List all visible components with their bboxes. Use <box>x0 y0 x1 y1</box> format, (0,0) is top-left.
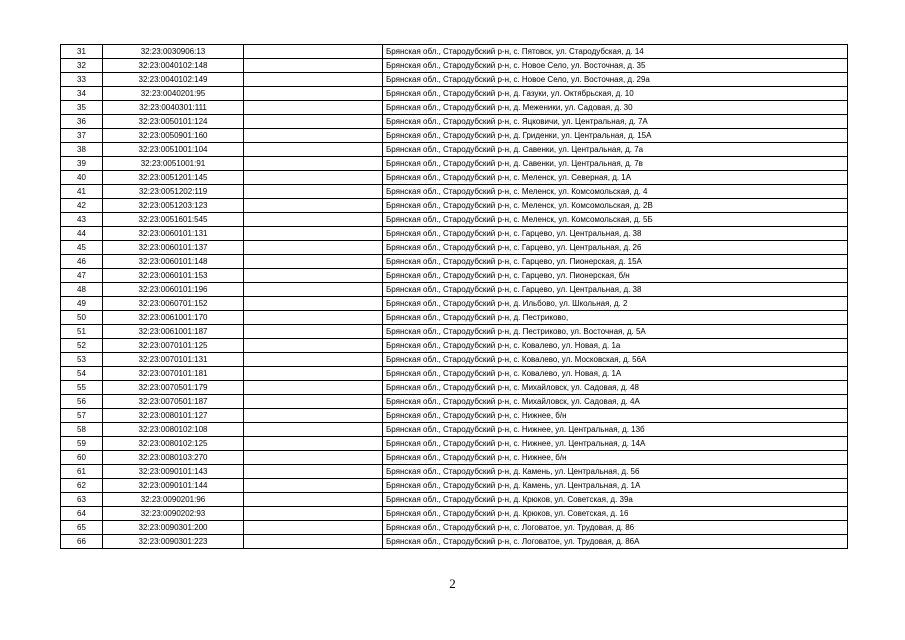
row-number-cell: 35 <box>61 101 103 115</box>
cadastral-number-cell: 32:23:0060101:137 <box>103 241 244 255</box>
empty-cell <box>244 157 383 171</box>
row-number-cell: 33 <box>61 73 103 87</box>
empty-cell <box>244 479 383 493</box>
empty-cell <box>244 73 383 87</box>
address-cell: Брянская обл., Стародубский р-н, с. Яцковичи, ул. Центральная, д. 7А <box>383 115 848 129</box>
table-row <box>61 325 848 339</box>
empty-cell <box>244 185 383 199</box>
cadastral-number-cell: 32:23:0080102:125 <box>103 437 244 451</box>
address-cell: Брянская обл., Стародубский р-н, с. Нижнее, ул. Центральная, д. 13б <box>383 423 848 437</box>
table-row <box>61 521 848 535</box>
table-row <box>61 241 848 255</box>
row-number-cell: 54 <box>61 367 103 381</box>
table-row <box>61 493 848 507</box>
empty-cell <box>244 507 383 521</box>
row-number-cell: 32 <box>61 59 103 73</box>
cadastral-number-cell: 32:23:0030906:13 <box>103 45 244 59</box>
page-number: 2 <box>449 576 456 591</box>
cadastral-number-cell: 32:23:0070101:181 <box>103 367 244 381</box>
cadastral-number-cell: 32:23:0090201:96 <box>103 493 244 507</box>
empty-cell <box>244 423 383 437</box>
row-number-cell: 64 <box>61 507 103 521</box>
address-cell: Брянская обл., Стародубский р-н, д. Камень, ул. Центральная, д. 1А <box>383 479 848 493</box>
row-number-cell: 42 <box>61 199 103 213</box>
address-cell: Брянская обл., Стародубский р-н, д. Меженики, ул. Садовая, д. 30 <box>383 101 848 115</box>
table-row <box>61 227 848 241</box>
address-cell: Брянская обл., Стародубский р-н, с. Михайловск, ул. Садовая, д. 48 <box>383 381 848 395</box>
empty-cell <box>244 367 383 381</box>
empty-cell <box>244 493 383 507</box>
row-number-cell: 65 <box>61 521 103 535</box>
table-row <box>61 381 848 395</box>
empty-cell <box>244 451 383 465</box>
cadastral-number-cell: 32:23:0051201:145 <box>103 171 244 185</box>
table-row <box>61 409 848 423</box>
cadastral-number-cell: 32:23:0070101:125 <box>103 339 244 353</box>
row-number-cell: 38 <box>61 143 103 157</box>
table-row <box>61 367 848 381</box>
address-cell: Брянская обл., Стародубский р-н, д. Пестриково, <box>383 311 848 325</box>
empty-cell <box>244 59 383 73</box>
address-cell: Брянская обл., Стародубский р-н, с. Нижнее, б/н <box>383 409 848 423</box>
address-cell: Брянская обл., Стародубский р-н, с. Ковалево, ул. Московская, д. 56А <box>383 353 848 367</box>
address-cell: Брянская обл., Стародубский р-н, д. Крюков, ул. Советская, д. 39а <box>383 493 848 507</box>
empty-cell <box>244 311 383 325</box>
address-cell: Брянская обл., Стародубский р-н, д. Савенки, ул. Центральная, д. 7в <box>383 157 848 171</box>
address-cell: Брянская обл., Стародубский р-н, д. Ильбово, ул. Школьная, д. 2 <box>383 297 848 311</box>
row-number-cell: 34 <box>61 87 103 101</box>
row-number-cell: 59 <box>61 437 103 451</box>
table-row <box>61 479 848 493</box>
row-number-cell: 55 <box>61 381 103 395</box>
address-cell: Брянская обл., Стародубский р-н, с. Меленск, ул. Комсомольская, д. 4 <box>383 185 848 199</box>
empty-cell <box>244 521 383 535</box>
row-number-cell: 43 <box>61 213 103 227</box>
cadastral-number-cell: 32:23:0080101:127 <box>103 409 244 423</box>
table-row <box>61 171 848 185</box>
table-row <box>61 465 848 479</box>
empty-cell <box>244 87 383 101</box>
table-row <box>61 423 848 437</box>
address-cell: Брянская обл., Стародубский р-н, с. Нижнее, б/н <box>383 451 848 465</box>
empty-cell <box>244 409 383 423</box>
property-table-body <box>61 45 848 549</box>
cadastral-number-cell: 32:23:0050101:124 <box>103 115 244 129</box>
empty-cell <box>244 283 383 297</box>
empty-cell <box>244 535 383 549</box>
table-row <box>61 395 848 409</box>
empty-cell <box>244 213 383 227</box>
address-cell: Брянская обл., Стародубский р-н, с. Логоватое, ул. Трудовая, д. 86А <box>383 535 848 549</box>
table-row <box>61 129 848 143</box>
cadastral-number-cell: 32:23:0070501:179 <box>103 381 244 395</box>
row-number-cell: 36 <box>61 115 103 129</box>
empty-cell <box>244 143 383 157</box>
row-number-cell: 49 <box>61 297 103 311</box>
table-row <box>61 87 848 101</box>
empty-cell <box>244 353 383 367</box>
row-number-cell: 41 <box>61 185 103 199</box>
cadastral-number-cell: 32:23:0060101:148 <box>103 255 244 269</box>
empty-cell <box>244 101 383 115</box>
cadastral-number-cell: 32:23:0061001:187 <box>103 325 244 339</box>
row-number-cell: 57 <box>61 409 103 423</box>
address-cell: Брянская обл., Стародубский р-н, с. Гарцево, ул. Пионерская, б/н <box>383 269 848 283</box>
address-cell: Брянская обл., Стародубский р-н, с. Гарцево, ул. Центральная, д. 26 <box>383 241 848 255</box>
address-cell: Брянская обл., Стародубский р-н, д. Савенки, ул. Центральная, д. 7а <box>383 143 848 157</box>
address-cell: Брянская обл., Стародубский р-н, с. Новое Село, ул. Восточная, д. 29а <box>383 73 848 87</box>
cadastral-number-cell: 32:23:0061001:170 <box>103 311 244 325</box>
address-cell: Брянская обл., Стародубский р-н, с. Новое Село, ул. Восточная, д. 35 <box>383 59 848 73</box>
row-number-cell: 62 <box>61 479 103 493</box>
cadastral-number-cell: 32:23:0040102:149 <box>103 73 244 87</box>
table-row <box>61 157 848 171</box>
table-row <box>61 339 848 353</box>
empty-cell <box>244 297 383 311</box>
cadastral-number-cell: 32:23:0060101:153 <box>103 269 244 283</box>
cadastral-number-cell: 32:23:0051203:123 <box>103 199 244 213</box>
address-cell: Брянская обл., Стародубский р-н, с. Михайловск, ул. Садовая, д. 4А <box>383 395 848 409</box>
row-number-cell: 51 <box>61 325 103 339</box>
table-row <box>61 115 848 129</box>
cadastral-number-cell: 32:23:0040201:95 <box>103 87 244 101</box>
address-cell: Брянская обл., Стародубский р-н, с. Ковалево, ул. Новая, д. 1а <box>383 339 848 353</box>
cadastral-number-cell: 32:23:0051001:104 <box>103 143 244 157</box>
row-number-cell: 58 <box>61 423 103 437</box>
table-row <box>61 213 848 227</box>
row-number-cell: 37 <box>61 129 103 143</box>
cadastral-number-cell: 32:23:0090301:223 <box>103 535 244 549</box>
address-cell: Брянская обл., Стародубский р-н, д. Газуки, ул. Октябрьская, д. 10 <box>383 87 848 101</box>
property-table <box>60 44 848 549</box>
address-cell: Брянская обл., Стародубский р-н, с. Гарцево, ул. Центральная, д. 38 <box>383 283 848 297</box>
empty-cell <box>244 339 383 353</box>
address-cell: Брянская обл., Стародубский р-н, с. Гарцево, ул. Пионерская, д. 15А <box>383 255 848 269</box>
table-row <box>61 311 848 325</box>
cadastral-number-cell: 32:23:0060101:131 <box>103 227 244 241</box>
empty-cell <box>244 325 383 339</box>
cadastral-number-cell: 32:23:0051001:91 <box>103 157 244 171</box>
table-row <box>61 45 848 59</box>
row-number-cell: 61 <box>61 465 103 479</box>
table-row <box>61 73 848 87</box>
address-cell: Брянская обл., Стародубский р-н, с. Ковалево, ул. Новая, д. 1А <box>383 367 848 381</box>
table-row <box>61 353 848 367</box>
address-cell: Брянская обл., Стародубский р-н, с. Нижнее, ул. Центральная, д. 14А <box>383 437 848 451</box>
cadastral-number-cell: 32:23:0040102:148 <box>103 59 244 73</box>
address-cell: Брянская обл., Стародубский р-н, с. Пятовск, ул. Стародубская, д. 14 <box>383 45 848 59</box>
cadastral-number-cell: 32:23:0060701:152 <box>103 297 244 311</box>
row-number-cell: 50 <box>61 311 103 325</box>
address-cell: Брянская обл., Стародубский р-н, с. Меленск, ул. Северная, д. 1А <box>383 171 848 185</box>
cadastral-number-cell: 32:23:0080102:108 <box>103 423 244 437</box>
row-number-cell: 53 <box>61 353 103 367</box>
row-number-cell: 60 <box>61 451 103 465</box>
row-number-cell: 31 <box>61 45 103 59</box>
table-row <box>61 437 848 451</box>
row-number-cell: 46 <box>61 255 103 269</box>
table-row <box>61 185 848 199</box>
empty-cell <box>244 241 383 255</box>
table-row <box>61 297 848 311</box>
cadastral-number-cell: 32:23:0090202:93 <box>103 507 244 521</box>
empty-cell <box>244 115 383 129</box>
row-number-cell: 52 <box>61 339 103 353</box>
row-number-cell: 63 <box>61 493 103 507</box>
address-cell: Брянская обл., Стародубский р-н, д. Пестриково, ул. Восточная, д. 5А <box>383 325 848 339</box>
row-number-cell: 66 <box>61 535 103 549</box>
table-row <box>61 283 848 297</box>
empty-cell <box>244 395 383 409</box>
cadastral-number-cell: 32:23:0050901:160 <box>103 129 244 143</box>
empty-cell <box>244 199 383 213</box>
cadastral-number-cell: 32:23:0040301:111 <box>103 101 244 115</box>
empty-cell <box>244 465 383 479</box>
cadastral-number-cell: 32:23:0060101:196 <box>103 283 244 297</box>
empty-cell <box>244 255 383 269</box>
table-row <box>61 101 848 115</box>
table-row <box>61 199 848 213</box>
cadastral-number-cell: 32:23:0051202:119 <box>103 185 244 199</box>
cadastral-number-cell: 32:23:0051601:545 <box>103 213 244 227</box>
empty-cell <box>244 45 383 59</box>
cadastral-number-cell: 32:23:0090101:143 <box>103 465 244 479</box>
empty-cell <box>244 227 383 241</box>
empty-cell <box>244 381 383 395</box>
empty-cell <box>244 171 383 185</box>
table-row <box>61 255 848 269</box>
row-number-cell: 39 <box>61 157 103 171</box>
row-number-cell: 48 <box>61 283 103 297</box>
cadastral-number-cell: 32:23:0070101:131 <box>103 353 244 367</box>
cadastral-number-cell: 32:23:0090101:144 <box>103 479 244 493</box>
table-row <box>61 507 848 521</box>
row-number-cell: 44 <box>61 227 103 241</box>
table-row <box>61 143 848 157</box>
cadastral-number-cell: 32:23:0080103:270 <box>103 451 244 465</box>
empty-cell <box>244 129 383 143</box>
empty-cell <box>244 269 383 283</box>
cadastral-number-cell: 32:23:0090301:200 <box>103 521 244 535</box>
address-cell: Брянская обл., Стародубский р-н, д. Камень, ул. Центральная, д. 56 <box>383 465 848 479</box>
address-cell: Брянская обл., Стародубский р-н, с. Гарцево, ул. Центральная, д. 38 <box>383 227 848 241</box>
cadastral-number-cell: 32:23:0070501:187 <box>103 395 244 409</box>
empty-cell <box>244 437 383 451</box>
table-row <box>61 535 848 549</box>
table-row <box>61 269 848 283</box>
row-number-cell: 56 <box>61 395 103 409</box>
table-row <box>61 451 848 465</box>
address-cell: Брянская обл., Стародубский р-н, с. Меленск, ул. Комсомольская, д. 2В <box>383 199 848 213</box>
row-number-cell: 45 <box>61 241 103 255</box>
address-cell: Брянская обл., Стародубский р-н, с. Меленск, ул. Комсомольская, д. 5Б <box>383 213 848 227</box>
row-number-cell: 40 <box>61 171 103 185</box>
address-cell: Брянская обл., Стародубский р-н, д. Крюков, ул. Советская, д. 16 <box>383 507 848 521</box>
address-cell: Брянская обл., Стародубский р-н, д. Гриденки, ул. Центральная, д. 15А <box>383 129 848 143</box>
address-cell: Брянская обл., Стародубский р-н, с. Логоватое, ул. Трудовая, д. 86 <box>383 521 848 535</box>
table-row <box>61 59 848 73</box>
row-number-cell: 47 <box>61 269 103 283</box>
